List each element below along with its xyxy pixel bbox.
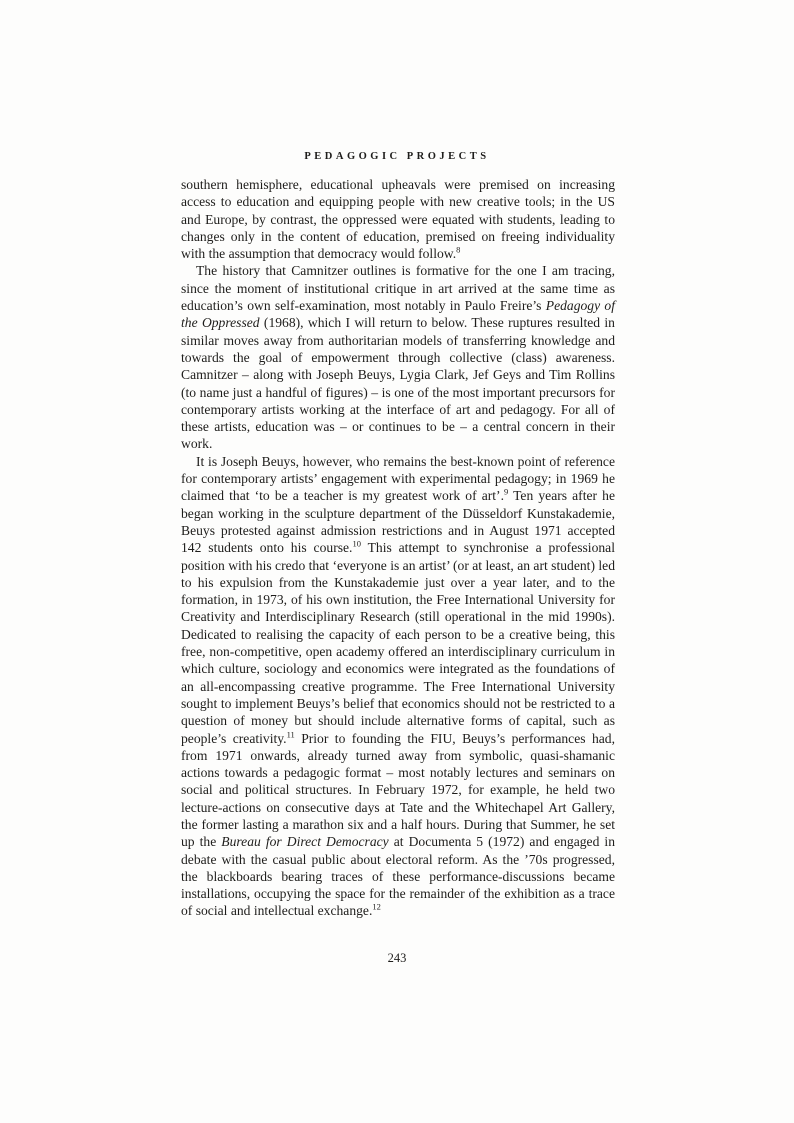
paragraph: The history that Camnitzer outlines is formative for the one I am tracing, since the moment of institutional critique in art arrived at the same time as education’s own self-examination, most notably in Paulo Freire’s Pedagogy of the Oppressed (1968), which I will return to below. These ruptures resulted in similar moves away from authoritarian models of transferring knowledge and towards the goal of empowerment through collective (class) awareness. Camnitzer – along with Joseph Beuys, Lygia Clark, Jef Geys and Tim Rollins (to name just a handful of figures) – is one of the most important precursors for contemporary artists working at the interface of art and pedagogy. For all of these artists, education was – or continues to be – a central concern in their work.	[181, 263, 615, 452]
paragraph: southern hemisphere, educational upheavals were premised on increasing access to education and equipping people with new creative tools; in the US and Europe, by contrast, the oppressed were equated with students, leading to changes only in the content of education, premised on freeing individuality with the assumption that democracy would follow.$^8$	[181, 177, 615, 262]
body-text	[181, 176, 615, 920]
footnote-reference: 8	[456, 244, 461, 255]
footnote-reference: 10	[352, 538, 361, 549]
running-header: PEDAGOGIC PROJECTS	[304, 151, 490, 162]
footnote-reference: 12	[372, 901, 381, 912]
footnote-reference: 9	[503, 486, 509, 497]
footnote-reference: 11	[286, 728, 295, 739]
page-number: 243	[387, 951, 407, 965]
paragraph: It is Joseph Beuys, however, who remains the best-known point of reference for contemporary artists’ engagement with experimental pedagogy; in 1969 he claimed that ‘to be a teacher is my greatest work of art’.$^9$ Ten years after he began working in the sculpture department of the Düsseldorf Kunstakademie, Beuys protested against admission restrictions and in August 1971 accepted 142 students onto his course.$^{10}$ This attempt to synchronise a professional position with his credo that ‘everyone is an artist’ (or at least, an art student) led to his expulsion from the Kunstakademie just over a year later, and to the formation, in 1973, of his own institution, the Free International University for Creativity and Interdisciplinary Research (still operational in the mid 1990s). Dedicated to realising the capacity of each person to be a creative being, this free, non-competitive, open academy offered an interdisciplinary curriculum in which culture, sociology and economics were integrated as the foundations of an all-encompassing creative programme. The Free International University sought to implement Beuys’s belief that economics should not be restricted to a question of money but should include alternative forms of capital, such as people’s creativity.$^{11}$ Prior to founding the FIU, Beuys’s performances had, from 1971 onwards, already turned away from symbolic, quasi-shamanic actions towards a pedagogic format – most notably lectures and seminars on social and political structures. In February 1972, for example, he held two lecture-actions on consecutive days at Tate and the Whitechapel Art Gallery, the former lasting a marathon six and a half hours. During that Summer, he set up the Bureau for Direct Democracy at Documenta 5 (1972) and engaged in debate with the casual public about electoral reform. As the ’70s progressed, the blackboards bearing traces of these performance-discussions became installations, occupying the space for the remainder of the exhibition as a trace of social and intellectual exchange.$^{12}$	[181, 453, 615, 919]
